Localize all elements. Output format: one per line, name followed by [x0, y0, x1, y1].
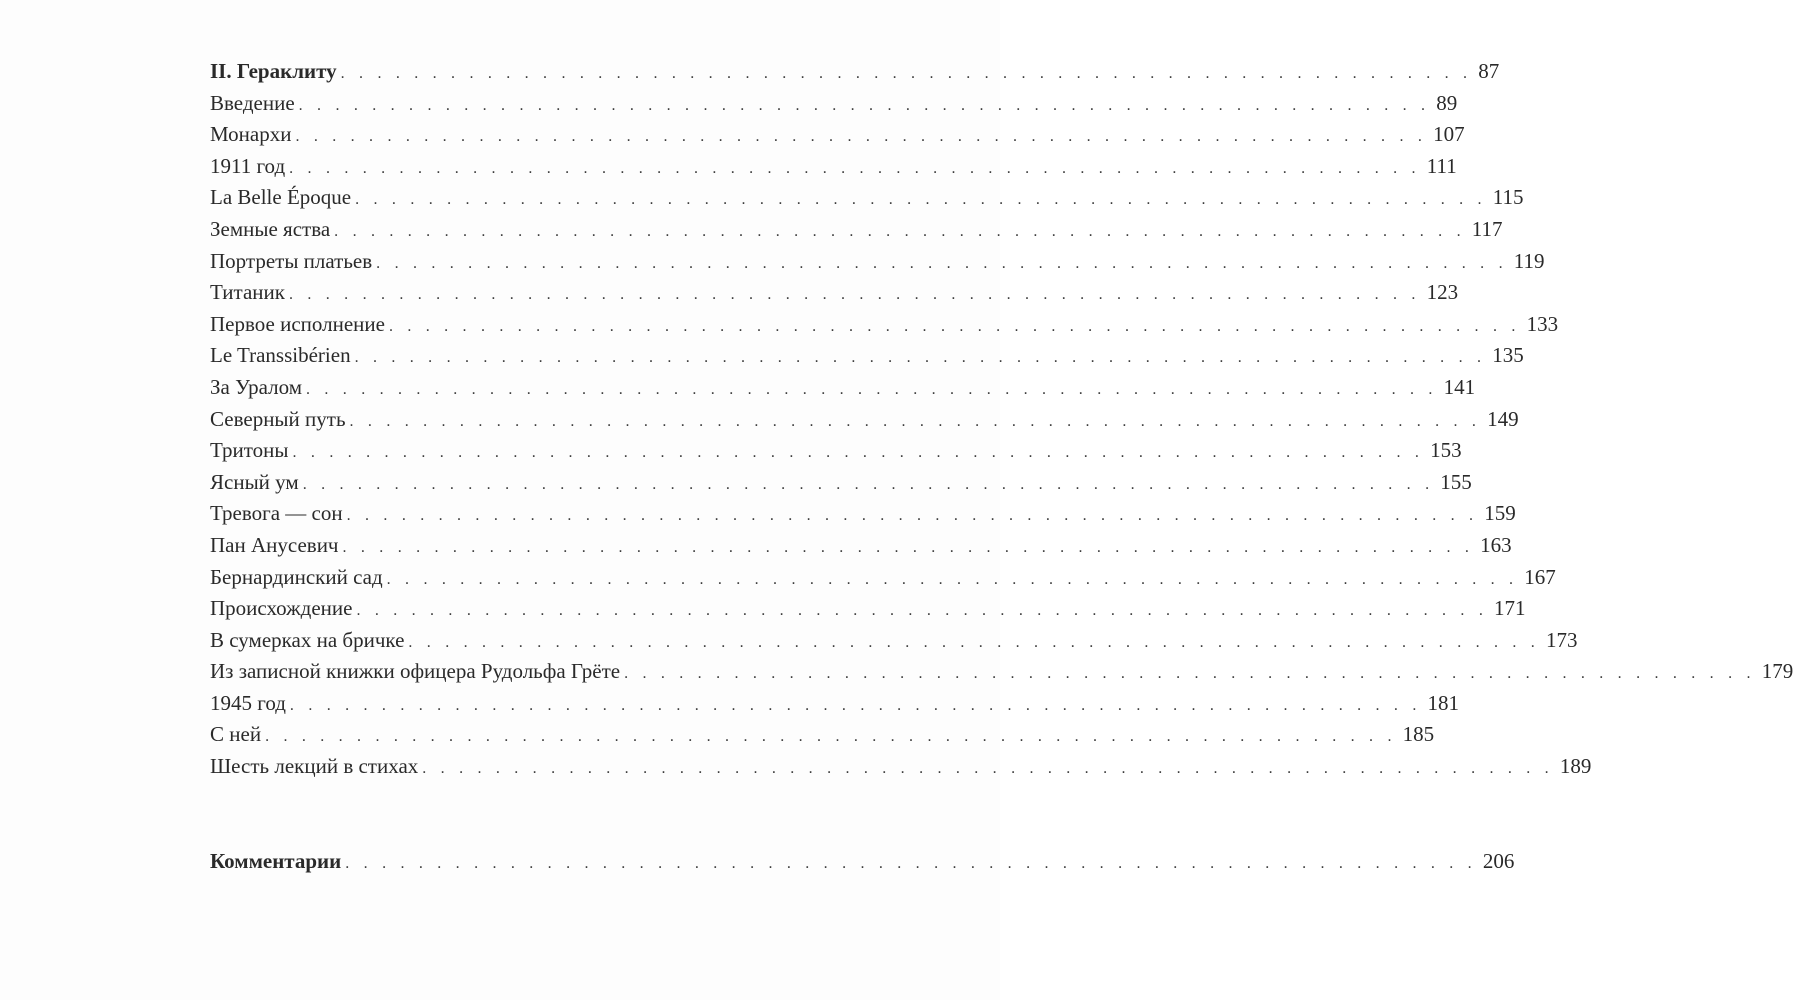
toc-entry: [210, 214, 1503, 246]
dot-leader: . . . . . . . . . . . . . . . . . . . . . . . . . . . . . . . . . . . . . . . . . . . . . . . . . . . . . . . . . . . . . .: [306, 380, 1438, 398]
toc-entry: [210, 467, 1472, 499]
dot-leader: . . . . . . . . . . . . . . . . . . . . . . . . . . . . . . . . . . . . . . . . . . . . . . . . . . . . . . . . . . . . . .: [349, 412, 1482, 430]
toc-entry: [210, 404, 1519, 436]
dot-leader: . . . . . . . . . . . . . . . . . . . . . . . . . . . . . . . . . . . . . . . . . . . . . . . . . . . . . . . . . . . . . .: [288, 286, 1421, 304]
toc-entry: [210, 182, 1524, 214]
toc-entry: [210, 246, 1545, 278]
toc-entry-title: Северный путь: [210, 406, 346, 431]
toc-heading-entry: [210, 56, 1500, 88]
toc-entry-title: Первое исполнение: [210, 311, 385, 336]
toc-entry-page-number: 141: [1443, 374, 1476, 399]
toc-entry: [210, 309, 1559, 341]
toc-entry: [210, 151, 1457, 183]
toc-entry-page-number: 206: [1482, 848, 1515, 873]
toc-section-main: [210, 56, 1793, 783]
toc-entry-title: Портреты платьев: [210, 248, 373, 273]
toc-entry-page-number: 123: [1426, 280, 1459, 305]
toc-entry-title: 1945 год: [210, 690, 286, 715]
toc-entry-title: С ней: [210, 722, 262, 747]
toc-entry: [210, 719, 1435, 751]
toc-entry-page-number: 111: [1426, 153, 1457, 178]
dot-leader: . . . . . . . . . . . . . . . . . . . . . . . . . . . . . . . . . . . . . . . . . . . . . . . . . . . . . . . . . . . . . .: [386, 570, 1519, 588]
toc-entry: [210, 656, 1793, 688]
dot-leader: . . . . . . . . . . . . . . . . . . . . . . . . . . . . . . . . . . . . . . . . . . . . . . . . . . . . . . . . . . . . . .: [422, 760, 1554, 778]
dot-leader: . . . . . . . . . . . . . . . . . . . . . . . . . . . . . . . . . . . . . . . . . . . . . . . . . . . . . . . . . . . . . .: [295, 128, 1428, 146]
toc-entry-page-number: 159: [1484, 501, 1516, 526]
toc-entry: [210, 372, 1476, 404]
toc-entry-page-number: 181: [1427, 690, 1460, 715]
toc-entry: [210, 340, 1524, 372]
toc-entry-page-number: 185: [1402, 722, 1435, 747]
toc-entry-title: Ясный ум: [210, 469, 299, 494]
toc-entry-page-number: 117: [1471, 216, 1503, 241]
toc-entry: [210, 688, 1460, 720]
toc-entry: [210, 277, 1459, 309]
toc-section-comments: [210, 846, 1515, 878]
toc-entry-title: Из записной книжки офицера Рудольфа Грёте: [210, 659, 621, 684]
toc-entry-title: Тритоны: [210, 438, 289, 463]
toc-entry-page-number: 87: [1478, 59, 1500, 83]
toc-entry-page-number: 107: [1433, 122, 1465, 147]
toc-entry-page-number: 189: [1559, 754, 1592, 779]
dot-leader: . . . . . . . . . . . . . . . . . . . . . . . . . . . . . . . . . . . . . . . . . . . . . . . . . . . . . . . . . . . . . .: [289, 159, 1421, 177]
toc-entry-page-number: 115: [1492, 185, 1524, 210]
toc-entry-title: Бернардинский сад: [210, 564, 383, 589]
dot-leader: . . . . . . . . . . . . . . . . . . . . . . . . . . . . . . . . . . . . . . . . . . . . . . . . . . . . . . . . . . . . . .: [334, 222, 1466, 240]
dot-leader: . . . . . . . . . . . . . . . . . . . . . . . . . . . . . . . . . . . . . . . . . . . . . . . . . . . . . . . . . . . . . .: [376, 254, 1508, 272]
toc-entry: [210, 530, 1512, 562]
toc-entry-page-number: 171: [1494, 596, 1526, 621]
toc-entry: [210, 88, 1458, 120]
toc-entry-title: Комментарии: [210, 848, 342, 873]
dot-leader: . . . . . . . . . . . . . . . . . . . . . . . . . . . . . . . . . . . . . . . . . . . . . . . . . . . . . . . . . . . . . .: [342, 538, 1475, 556]
dot-leader: . . . . . . . . . . . . . . . . . . . . . . . . . . . . . . . . . . . . . . . . . . . . . . . . . . . . . . . . . . . . . .: [298, 96, 1431, 114]
toc-entry-title: Пан Анусевич: [210, 532, 339, 557]
dot-leader: . . . . . . . . . . . . . . . . . . . . . . . . . . . . . . . . . . . . . . . . . . . . . . . . . . . . . . . . . . . . . .: [388, 317, 1521, 335]
toc-entry: [210, 625, 1578, 657]
toc-entry-title: Тревога — сон: [210, 501, 343, 526]
toc-entry: [210, 119, 1465, 151]
toc-entry-page-number: 135: [1492, 343, 1524, 368]
toc-entry-page-number: 179: [1761, 659, 1793, 684]
dot-leader: . . . . . . . . . . . . . . . . . . . . . . . . . . . . . . . . . . . . . . . . . . . . . . . . . . . . . . . . . . . . . .: [289, 696, 1422, 714]
toc-entry: [210, 498, 1516, 530]
toc-entry-page-number: 173: [1546, 627, 1578, 652]
toc-entry-title: Введение: [210, 90, 295, 115]
toc-entry-title: 1911 год: [210, 153, 286, 178]
dot-leader: . . . . . . . . . . . . . . . . . . . . . . . . . . . . . . . . . . . . . . . . . . . . . . . . . . . . . . . . . . . . . .: [354, 349, 1487, 367]
toc-entry: [210, 751, 1592, 783]
toc-entry: [210, 562, 1556, 594]
table-of-contents: [210, 56, 1793, 877]
toc-entry-title: La Belle Époque: [210, 185, 352, 210]
dot-leader: . . . . . . . . . . . . . . . . . . . . . . . . . . . . . . . . . . . . . . . . . . . . . . . . . . . . . . . . . . . . . .: [292, 444, 1425, 462]
toc-entry-page-number: 149: [1487, 406, 1519, 431]
toc-entry: [210, 435, 1462, 467]
toc-entry-title: II. Гераклиту: [210, 59, 337, 83]
toc-entry-title: Титаник: [210, 280, 285, 305]
toc-entry-title: Земные яства: [210, 216, 331, 241]
dot-leader: . . . . . . . . . . . . . . . . . . . . . . . . . . . . . . . . . . . . . . . . . . . . . . . . . . . . . . . . . . . . . .: [346, 507, 1479, 525]
toc-entry-title: За Уралом: [210, 374, 302, 399]
toc-entry-title: Происхождение: [210, 596, 353, 621]
dot-leader: . . . . . . . . . . . . . . . . . . . . . . . . . . . . . . . . . . . . . . . . . . . . . . . . . . . . . . . . . . . . . .: [265, 728, 1397, 746]
dot-leader: . . . . . . . . . . . . . . . . . . . . . . . . . . . . . . . . . . . . . . . . . . . . . . . . . . . . . . . . . . . . . .: [624, 665, 1756, 683]
toc-heading-entry: [210, 846, 1515, 878]
toc-entry: [210, 593, 1526, 625]
dot-leader: . . . . . . . . . . . . . . . . . . . . . . . . . . . . . . . . . . . . . . . . . . . . . . . . . . . . . . . . . . . . . .: [408, 633, 1540, 651]
toc-entry-page-number: 119: [1513, 248, 1545, 273]
toc-entry-page-number: 153: [1430, 438, 1462, 463]
toc-entry-title: Шесть лекций в стихах: [210, 754, 419, 779]
toc-entry-page-number: 167: [1524, 564, 1556, 589]
dot-leader: . . . . . . . . . . . . . . . . . . . . . . . . . . . . . . . . . . . . . . . . . . . . . . . . . . . . . . . . . . . . . .: [345, 854, 1477, 872]
toc-entry-title: В сумерках на бричке: [210, 627, 405, 652]
toc-entry-title: Le Transsibérien: [210, 343, 351, 368]
toc-entry-page-number: 163: [1480, 532, 1512, 557]
toc-entry-title: Монархи: [210, 122, 292, 147]
dot-leader: . . . . . . . . . . . . . . . . . . . . . . . . . . . . . . . . . . . . . . . . . . . . . . . . . . . . . . . . . . . . . .: [356, 602, 1489, 620]
toc-entry-page-number: 133: [1526, 311, 1559, 336]
dot-leader: . . . . . . . . . . . . . . . . . . . . . . . . . . . . . . . . . . . . . . . . . . . . . . . . . . . . . . . . . . . . . .: [340, 65, 1473, 82]
dot-leader: . . . . . . . . . . . . . . . . . . . . . . . . . . . . . . . . . . . . . . . . . . . . . . . . . . . . . . . . . . . . . .: [302, 475, 1435, 493]
toc-entry-page-number: 155: [1440, 469, 1472, 494]
dot-leader: . . . . . . . . . . . . . . . . . . . . . . . . . . . . . . . . . . . . . . . . . . . . . . . . . . . . . . . . . . . . . .: [355, 191, 1487, 209]
toc-entry-page-number: 89: [1436, 90, 1458, 115]
